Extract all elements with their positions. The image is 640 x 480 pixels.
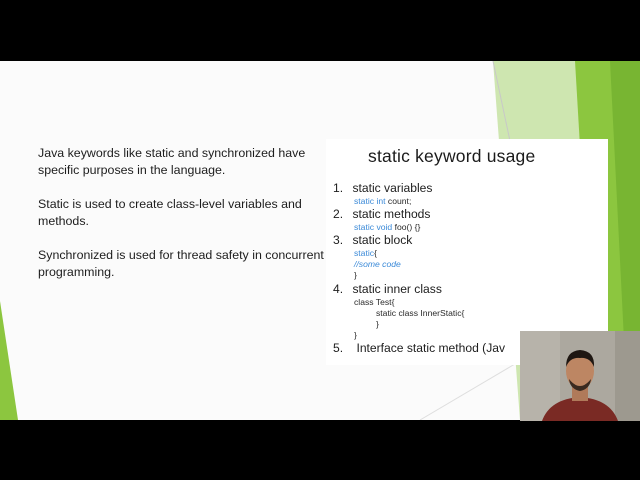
list-number: 1.: [333, 181, 344, 195]
list-label: static methods: [352, 207, 431, 221]
code-keyword: static: [354, 248, 375, 258]
list-item-5: [333, 341, 505, 355]
deco-line-bottom: [420, 361, 520, 420]
list-item-2: [333, 207, 430, 221]
presenter-video-image: [520, 331, 640, 421]
list-label: static variables: [352, 181, 433, 195]
code-static-block-close: }: [354, 270, 357, 280]
code-static-block-open: [354, 248, 377, 258]
code-keyword: static int: [354, 196, 386, 206]
list-item-3: [333, 233, 412, 247]
bullet-2: Static is used to create class-level variables and methods.: [38, 197, 302, 228]
list-item-1: [333, 181, 432, 195]
bullet-3: Synchronized is used for thread safety in concurrent programming.: [38, 248, 324, 279]
list-number: 5.: [333, 341, 344, 355]
code-inner-class-open: static class InnerStatic{: [376, 308, 465, 318]
code-class-open: class Test{: [354, 297, 395, 307]
list-number: 3.: [333, 233, 344, 247]
list-label: static inner class: [352, 282, 442, 296]
code-static-method: [354, 222, 420, 232]
list-label: static block: [352, 233, 413, 247]
webcam-overlay: [520, 331, 640, 421]
list-label: Interface static method (Jav: [356, 341, 506, 355]
bullet-1: Java keywords like static and synchronized have specific purposes in the language.: [38, 146, 306, 177]
code-inner-class-close: }: [376, 319, 379, 329]
code-text: foo() {}: [392, 222, 421, 232]
code-comment: //some code: [354, 259, 401, 269]
list-number: 4.: [333, 282, 344, 296]
list-number: 2.: [333, 207, 344, 221]
list-item-4: [333, 282, 442, 296]
panel-title: static keyword usage: [368, 146, 536, 166]
left-bullet-text: [38, 145, 328, 298]
code-keyword: static void: [354, 222, 393, 232]
code-text: {: [374, 248, 377, 258]
code-static-variable: [354, 196, 411, 206]
code-class-close: }: [354, 330, 357, 340]
code-text: count;: [385, 196, 412, 206]
deco-left-green: [0, 301, 18, 420]
